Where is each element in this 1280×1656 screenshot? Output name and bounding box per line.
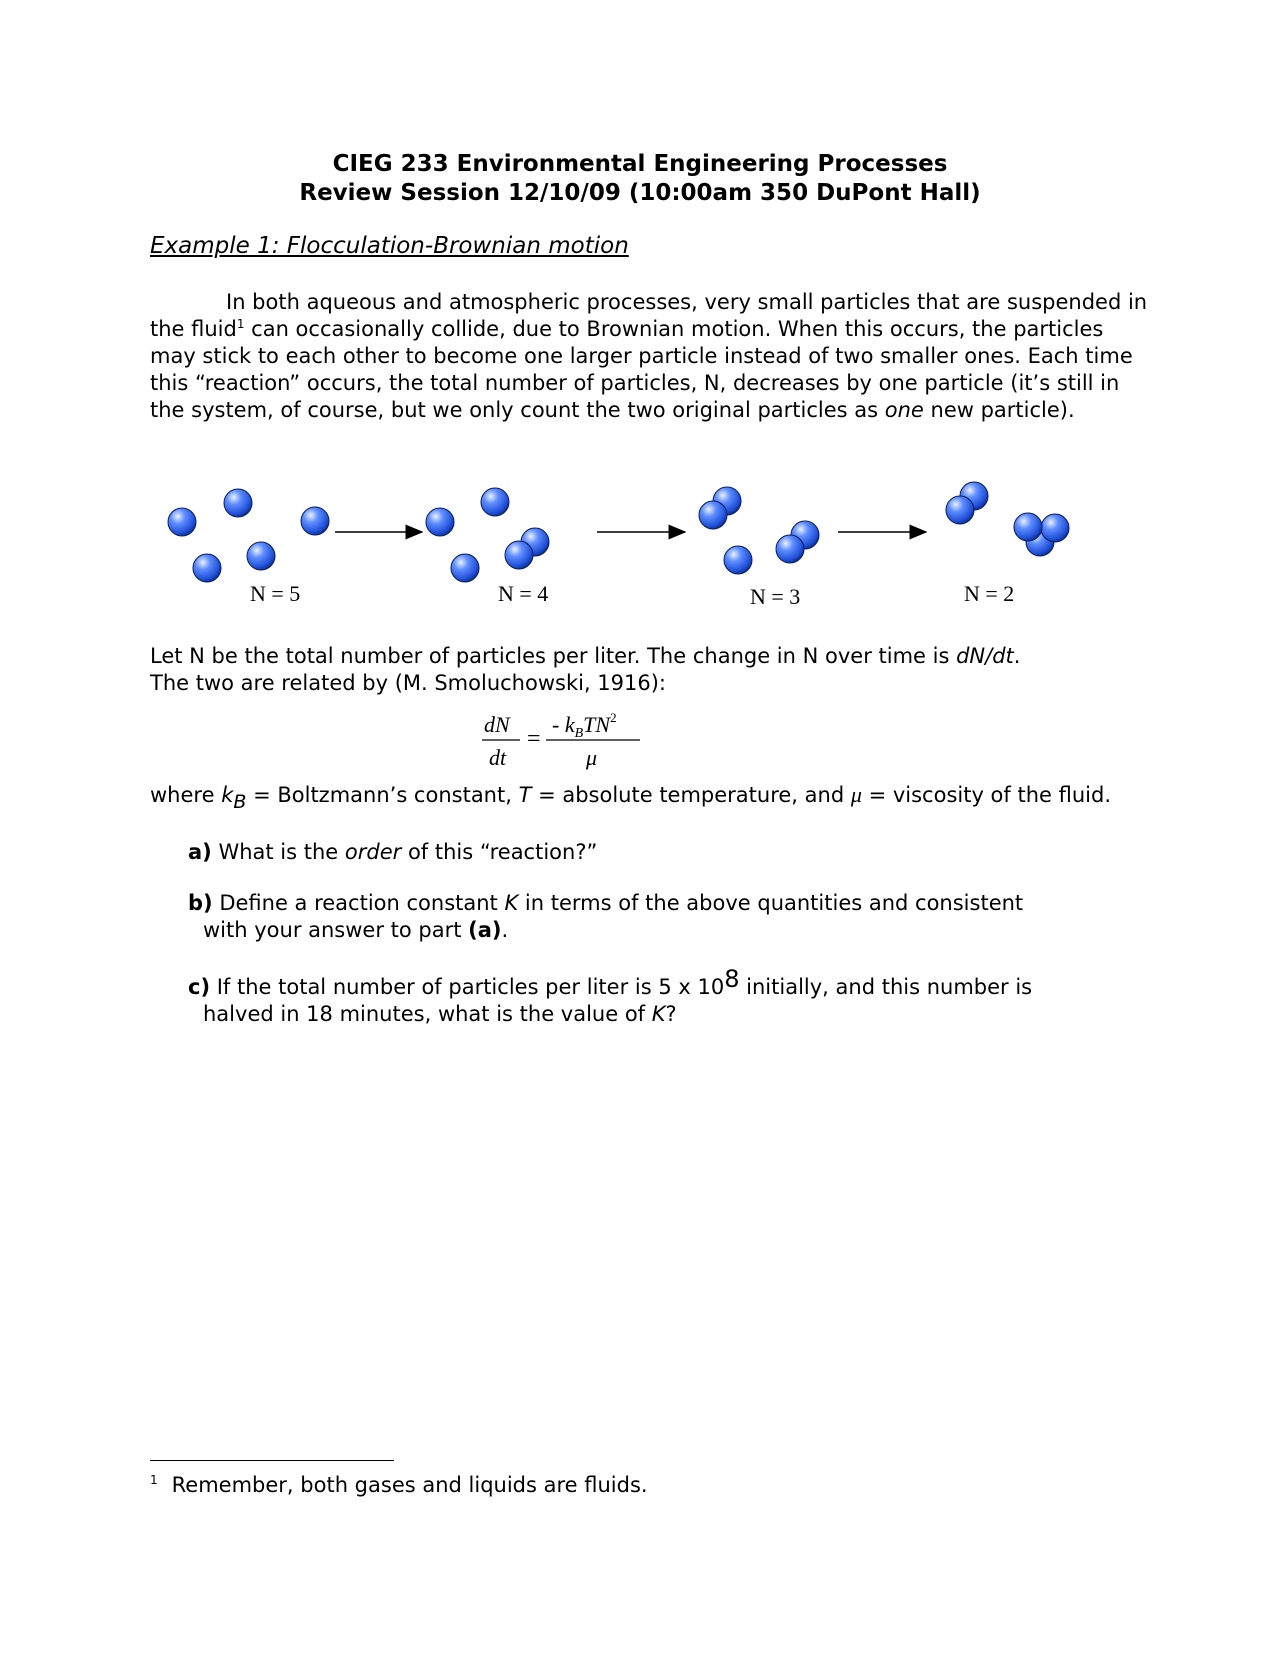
relation-line2: The two are related by (M. Smoluchowski, 1916):	[150, 671, 667, 695]
question-c-label: c)	[188, 975, 211, 999]
n-label-4: N = 2	[964, 581, 1015, 606]
intro-text-1: In both aqueous and atmospheric processes, very small particles that are suspended in the fluid	[150, 290, 1148, 341]
definitions-text: where	[150, 783, 222, 807]
question-c	[188, 965, 1128, 1028]
particle	[724, 546, 752, 574]
n-label-1: N = 5	[250, 581, 301, 606]
particle	[1041, 514, 1069, 542]
smoluchowski-equation	[480, 708, 660, 778]
question-b-text: Define a reaction constant	[212, 891, 505, 915]
document-title-line-2: Review Session 12/10/09 (10:00am 350 DuPont Hall)	[299, 180, 981, 206]
footnote	[150, 1472, 648, 1499]
eq-equals: =	[527, 726, 541, 752]
example-heading: Example 1: Flocculation-Brownian motion	[150, 233, 629, 259]
question-b-reference: (a)	[468, 918, 502, 942]
definitions-text: = Boltzmann’s constant,	[246, 783, 519, 807]
document-title-line-1: CIEG 233 Environmental Engineering Processes	[332, 151, 948, 177]
particle	[481, 488, 509, 516]
particle	[301, 507, 329, 535]
particle-group-n3	[699, 487, 819, 574]
eq-denominator-right: μ	[586, 745, 598, 770]
footnote-reference: 1	[236, 317, 245, 331]
eq-numerator-right: - $k_BTN^2$	[552, 710, 617, 741]
question-a-label: a)	[188, 840, 212, 864]
particle	[247, 542, 275, 570]
intro-text-2: can occasionally collide, due to Brownian motion. When this occurs, the particles may stick to each other to become one larger particle instead of two smaller ones. Each time this “reaction” occurs, the total number of particles, N, decreases by one particle (it’s still in the system, of course, but we only count the two original particles as	[150, 317, 1133, 422]
question-c-text: halved in 18 minutes, what is the value of	[203, 1002, 652, 1026]
particle-group-n2	[946, 482, 1069, 556]
particle	[426, 508, 454, 536]
intro-emphasis: one	[884, 398, 924, 422]
n-label-2: N = 4	[498, 581, 549, 606]
definitions-paragraph	[150, 777, 1150, 813]
question-b-label: b)	[188, 891, 213, 915]
kb-symbol: k	[221, 783, 234, 807]
question-a	[188, 839, 1128, 866]
question-b	[188, 890, 1128, 944]
n-label-3: N = 3	[750, 584, 801, 609]
relation-paragraph	[150, 643, 1150, 697]
question-b-text: in terms of the above quantities and consistent	[518, 891, 1024, 915]
definitions-text: = viscosity of the fluid.	[861, 783, 1111, 807]
eq-numerator-left: dN	[484, 712, 510, 737]
question-a-emphasis: order	[344, 840, 402, 864]
k-symbol: K	[651, 1002, 666, 1026]
question-c-text: initially, and this number is	[739, 975, 1033, 999]
relation-line1-a: Let N be the total number of particles per liter. The change in N over time is	[150, 644, 957, 668]
question-b-text: with your answer to part	[203, 918, 469, 942]
question-c-text: If the total number of particles per liter is 5 x 10	[210, 975, 725, 999]
footnote-separator	[150, 1460, 394, 1461]
footnote-text: Remember, both gases and liquids are fluids.	[171, 1473, 648, 1497]
flocculation-diagram	[150, 470, 1090, 620]
kb-subscript: B	[233, 791, 247, 813]
particle	[193, 554, 221, 582]
particle	[1014, 513, 1042, 541]
question-a-text: What is the	[211, 840, 345, 864]
question-c-text: ?	[665, 1002, 677, 1026]
temperature-symbol: T	[518, 783, 532, 807]
particle	[699, 501, 727, 529]
footnote-mark: 1	[150, 1473, 158, 1487]
k-symbol: K	[504, 891, 519, 915]
particle	[224, 489, 252, 517]
intro-paragraph	[150, 289, 1150, 424]
particle	[946, 496, 974, 524]
particle	[168, 508, 196, 536]
definitions-text: = absolute temperature, and	[531, 783, 851, 807]
eq-denominator-left: dt	[489, 745, 507, 770]
question-b-text: .	[501, 918, 509, 942]
particle-group-n5	[168, 489, 329, 582]
exponent: 8	[724, 965, 740, 993]
question-a-text: of this “reaction?”	[401, 840, 598, 864]
particle	[451, 554, 479, 582]
particle	[776, 535, 804, 563]
viscosity-symbol: μ	[850, 782, 862, 807]
relation-derivative: dN/dt	[956, 644, 1014, 668]
particle-group-n4	[426, 488, 549, 582]
intro-text-3: new particle).	[923, 398, 1075, 422]
relation-line1-c: .	[1013, 644, 1021, 668]
particle	[505, 541, 533, 569]
